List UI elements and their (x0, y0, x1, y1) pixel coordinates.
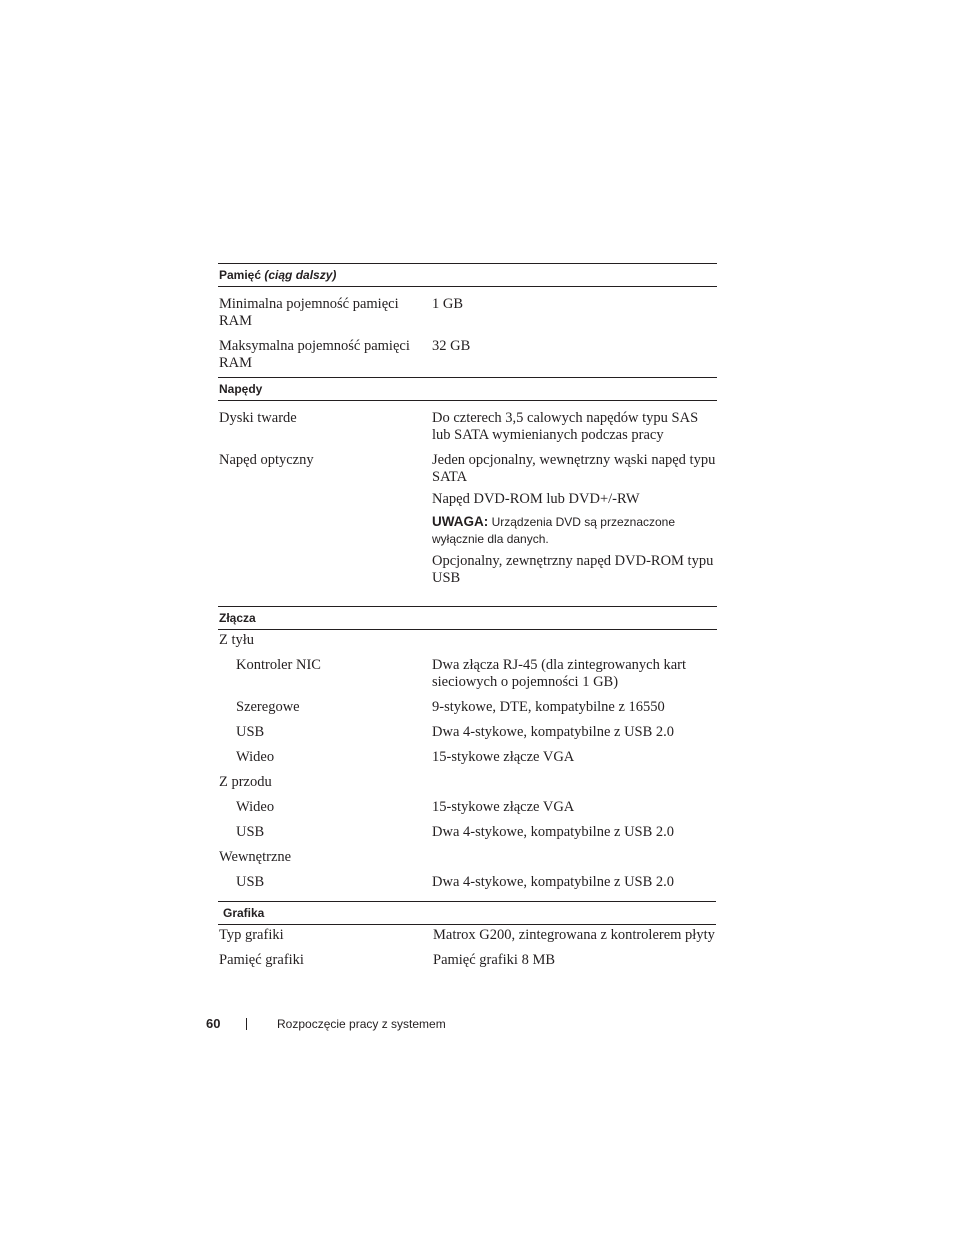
row-label: Maksymalna pojemność pamięci RAM (219, 338, 410, 371)
section-title: Pamięć (219, 268, 262, 282)
table-row (218, 296, 717, 330)
row-label: Napęd optyczny (219, 452, 314, 468)
row-label: Wideo (236, 749, 275, 765)
row-value-group (432, 452, 717, 587)
row-value: Do czterech 3,5 calowych napędów typu SAS lub SATA wymienianych podczas pracy (432, 410, 699, 443)
row-value: Jeden opcjonalny, wewnętrzny wąski napęd typu SATA (432, 452, 716, 485)
row-label: USB (236, 874, 265, 890)
note-label: UWAGA: (432, 514, 489, 529)
row-value: Dwa 4-stykowe, kompatybilne z USB 2.0 (432, 724, 675, 740)
table-row (218, 774, 717, 791)
page-number: 60 (206, 1016, 221, 1031)
section-header-graphics (218, 901, 716, 925)
row-value: Opcjonalny, zewnętrzny napęd DVD-ROM typu USB (432, 553, 714, 586)
table-row (218, 874, 717, 891)
table-row (218, 410, 717, 444)
table-row (218, 657, 717, 691)
section-title-suffix: (ciąg dalszy) (264, 268, 337, 282)
row-value: Napęd DVD-ROM lub DVD+/-RW (432, 491, 640, 507)
row-value: Matrox G200, zintegrowana z kontrolerem płyty (433, 927, 715, 943)
note-text: Urządzenia DVD są przeznaczone wyłącznie dla danych. (432, 515, 676, 546)
section-header-connectors (218, 606, 717, 630)
table-row (218, 699, 717, 716)
row-label: USB (236, 724, 265, 740)
row-value: 15-stykowe złącze VGA (432, 749, 575, 765)
row-value: Dwa 4-stykowe, kompatybilne z USB 2.0 (432, 874, 675, 890)
row-label: Z przodu (219, 774, 272, 790)
page-footer (206, 1015, 446, 1033)
table-row (218, 824, 717, 841)
section-header-drives (218, 377, 717, 401)
row-value: 1 GB (432, 296, 464, 312)
row-value: Dwa 4-stykowe, kompatybilne z USB 2.0 (432, 824, 675, 840)
row-value: Pamięć grafiki 8 MB (433, 952, 556, 968)
table-row (218, 849, 717, 866)
row-label: Wideo (236, 799, 275, 815)
row-label: Dyski twarde (219, 410, 297, 426)
row-label: Kontroler NIC (236, 657, 321, 673)
table-row (218, 338, 717, 372)
row-label: Typ grafiki (219, 927, 284, 943)
row-label: Minimalna pojemność pamięci RAM (219, 296, 399, 329)
table-row (218, 452, 717, 587)
table-row (218, 927, 717, 944)
row-label: Z tyłu (219, 632, 255, 648)
row-value: Dwa złącza RJ-45 (dla zintegrowanych kart sieciowych o pojemności 1 GB) (432, 657, 687, 690)
section-title: Napędy (219, 382, 263, 396)
row-value: 9-stykowe, DTE, kompatybilne z 16550 (432, 699, 665, 715)
section-title: Grafika (223, 906, 265, 920)
table-row (218, 799, 717, 816)
table-row (218, 632, 717, 649)
row-label: Szeregowe (236, 699, 300, 715)
note-block (432, 513, 717, 548)
row-value: 32 GB (432, 338, 471, 354)
spec-table (218, 263, 717, 969)
section-title: Złącza (219, 611, 256, 625)
chapter-title: Rozpoczęcie pracy z systemem (277, 1017, 446, 1031)
row-label: USB (236, 824, 265, 840)
table-row (218, 724, 717, 741)
table-row (218, 749, 717, 766)
row-value: 15-stykowe złącze VGA (432, 799, 575, 815)
footer-separator (246, 1018, 247, 1030)
table-row (218, 952, 717, 969)
row-label: Pamięć grafiki (219, 952, 304, 968)
section-header-memory (218, 263, 717, 287)
row-label: Wewnętrzne (219, 849, 292, 865)
